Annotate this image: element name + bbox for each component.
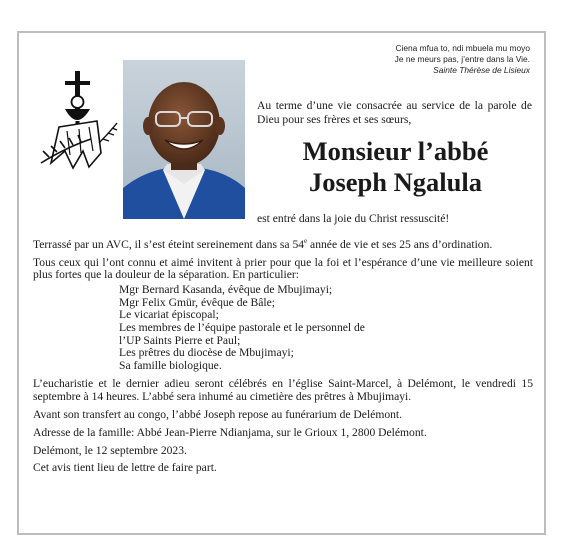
portrait-photo xyxy=(123,60,245,219)
epigraph-author: Sainte Thérèse de Lisieux xyxy=(433,65,530,75)
name-line-1: Monsieur l’abbé xyxy=(302,136,489,166)
invitation-paragraph: Tous ceux qui l’ont connu et aimé invitent à prier pour que la foi et l’espérance d’une vie meilleure soient plus fortes que la douleur de la séparation. En particulier: xyxy=(33,255,533,282)
mourner-item: Mgr Bernard Kasanda, évêque de Mbujimayi; xyxy=(119,283,333,297)
mourner-item: Sa famille biologique. xyxy=(119,358,222,372)
ordinal-suffix: e xyxy=(304,237,308,245)
notice-body xyxy=(33,235,533,480)
death-text-end: année de vie et ses 25 ans d’ordination. xyxy=(307,237,493,251)
transfer-paragraph: Avant son transfert au congo, l’abbé Joseph repose au funérarium de Delémont. xyxy=(33,408,403,421)
entered-joy-text: est entré dans la joie du Christ ressuscité! xyxy=(257,212,450,225)
epigraph xyxy=(395,43,530,76)
family-address: Adresse de la famille: Abbé Jean-Pierre Ndianjama, sur le Grioux 1, 2800 Delémont. xyxy=(33,425,427,439)
closing-note: Cet avis tient lieu de lettre de faire part. xyxy=(33,461,217,475)
eucharist-paragraph: L’eucharistie et le dernier adieu seront célébrés en l’église Saint-Marcel, à Delémont, le vendredi 15 septembre à 14 heures. L’abbé sera inhumé au cimetière des prêtres à Mbujimayi. xyxy=(33,377,533,404)
cross-chalice-icon xyxy=(37,69,121,175)
intro-text: Au terme d’une vie consacrée au service de la parole de Dieu pour ses frères et ses sœurs, xyxy=(257,99,532,126)
obituary-notice xyxy=(17,31,546,535)
mourner-item: Les membres de l’équipe pastorale et le personnel de xyxy=(119,321,365,335)
mourner-item: Le vicariat épiscopal; xyxy=(119,308,219,322)
death-text-start: Terrassé par un AVC, il s’est éteint sereinement dans sa 54 xyxy=(33,237,305,251)
epigraph-line-1: Ciena mfua to, ndi mbuela mu moyo xyxy=(395,43,530,53)
epigraph-line-2: Je ne meurs pas, j’entre dans la Vie. xyxy=(394,54,530,64)
death-paragraph xyxy=(33,235,533,252)
mourner-item: Les prêtres du diocèse de Mbujimayi; xyxy=(119,346,294,360)
place-date: Delémont, le 12 septembre 2023. xyxy=(33,443,187,457)
deceased-name xyxy=(251,136,540,198)
mourners-list xyxy=(119,284,533,372)
mourner-item: Mgr Felix Gmür, évêque de Bâle; xyxy=(119,295,276,309)
mourner-item: l’UP Saints Pierre et Paul; xyxy=(119,333,241,347)
name-line-2: Joseph Ngalula xyxy=(308,167,483,197)
